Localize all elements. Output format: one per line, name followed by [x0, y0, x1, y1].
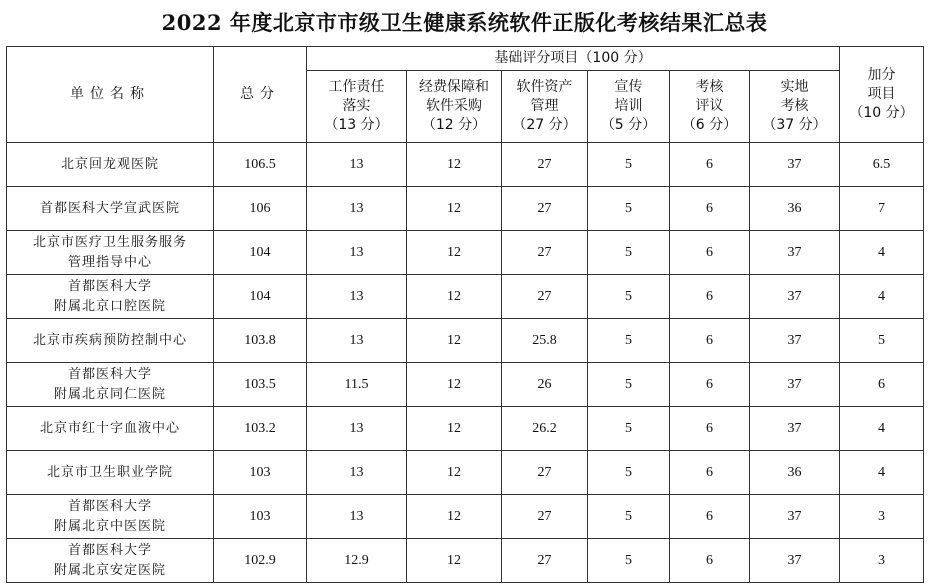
table-row	[7, 407, 924, 451]
score-cell: 5	[588, 187, 670, 231]
score-cell: 11.5	[307, 363, 407, 407]
score-cell: 12	[407, 143, 502, 187]
score-cell: 13	[307, 143, 407, 187]
bonus-score: 6	[840, 363, 924, 407]
score-cell: 13	[307, 407, 407, 451]
score-cell: 12	[407, 363, 502, 407]
unit-name: 北京市医疗卫生服务服务 管理指导中心	[7, 231, 214, 275]
score-cell: 6	[670, 143, 750, 187]
score-cell: 12	[407, 231, 502, 275]
score-cell: 27	[502, 539, 588, 583]
score-cell: 37	[750, 363, 840, 407]
score-cell: 27	[502, 495, 588, 539]
total-score: 103.2	[214, 407, 307, 451]
score-cell: 12	[407, 275, 502, 319]
score-cell: 12	[407, 407, 502, 451]
score-cell: 6	[670, 407, 750, 451]
score-cell: 6	[670, 187, 750, 231]
total-score: 104	[214, 275, 307, 319]
score-cell: 13	[307, 319, 407, 363]
table-row	[7, 275, 924, 319]
table-row	[7, 187, 924, 231]
score-cell: 6	[670, 319, 750, 363]
bonus-score: 3	[840, 539, 924, 583]
score-cell: 5	[588, 495, 670, 539]
score-cell: 13	[307, 495, 407, 539]
score-cell: 12	[407, 187, 502, 231]
header-sub-onsite: 实地 考核 （37 分）	[750, 71, 840, 143]
score-cell: 37	[750, 319, 840, 363]
score-cell: 12	[407, 319, 502, 363]
score-cell: 5	[588, 539, 670, 583]
table-row	[7, 451, 924, 495]
score-cell: 6	[670, 539, 750, 583]
total-score: 106.5	[214, 143, 307, 187]
score-cell: 37	[750, 275, 840, 319]
header-sub-asset: 软件资产 管理 （27 分）	[502, 71, 588, 143]
unit-name: 首都医科大学 附属北京安定医院	[7, 539, 214, 583]
score-cell: 5	[588, 231, 670, 275]
header-sub-funding: 经费保障和 软件采购 （12 分）	[407, 71, 502, 143]
unit-name: 首都医科大学宣武医院	[7, 187, 214, 231]
score-cell: 12	[407, 451, 502, 495]
bonus-score: 4	[840, 451, 924, 495]
table-row	[7, 363, 924, 407]
header-sub-responsibility: 工作责任 落实 （13 分）	[307, 71, 407, 143]
unit-name: 首都医科大学 附属北京中医医院	[7, 495, 214, 539]
unit-name: 北京市卫生职业学院	[7, 451, 214, 495]
unit-name: 北京市红十字血液中心	[7, 407, 214, 451]
total-score: 102.9	[214, 539, 307, 583]
header-unit: 单位名称	[7, 47, 214, 143]
score-cell: 6	[670, 275, 750, 319]
score-cell: 13	[307, 275, 407, 319]
score-cell: 27	[502, 231, 588, 275]
score-cell: 27	[502, 187, 588, 231]
score-cell: 5	[588, 319, 670, 363]
score-cell: 5	[588, 143, 670, 187]
total-score: 104	[214, 231, 307, 275]
score-cell: 6	[670, 231, 750, 275]
unit-name: 首都医科大学 附属北京同仁医院	[7, 363, 214, 407]
score-cell: 5	[588, 275, 670, 319]
score-cell: 37	[750, 231, 840, 275]
bonus-score: 3	[840, 495, 924, 539]
score-cell: 13	[307, 231, 407, 275]
unit-name: 北京回龙观医院	[7, 143, 214, 187]
score-cell: 13	[307, 451, 407, 495]
table-row	[7, 319, 924, 363]
score-cell: 6	[670, 495, 750, 539]
bonus-score: 4	[840, 231, 924, 275]
bonus-score: 5	[840, 319, 924, 363]
score-cell: 12.9	[307, 539, 407, 583]
unit-name: 北京市疾病预防控制中心	[7, 319, 214, 363]
total-score: 103.5	[214, 363, 307, 407]
score-cell: 27	[502, 143, 588, 187]
score-cell: 25.8	[502, 319, 588, 363]
total-score: 106	[214, 187, 307, 231]
score-cell: 5	[588, 451, 670, 495]
unit-name: 首都医科大学 附属北京口腔医院	[7, 275, 214, 319]
table-row	[7, 231, 924, 275]
total-score: 103.8	[214, 319, 307, 363]
table-row	[7, 539, 924, 583]
total-score: 103	[214, 495, 307, 539]
score-cell: 13	[307, 187, 407, 231]
score-cell: 26.2	[502, 407, 588, 451]
score-cell: 37	[750, 143, 840, 187]
header-basic-group: 基础评分项目（100 分）	[307, 47, 840, 71]
score-cell: 27	[502, 451, 588, 495]
table-row	[7, 495, 924, 539]
score-cell: 37	[750, 407, 840, 451]
score-cell: 36	[750, 187, 840, 231]
score-cell: 26	[502, 363, 588, 407]
bonus-score: 6.5	[840, 143, 924, 187]
score-cell: 27	[502, 275, 588, 319]
score-cell: 37	[750, 495, 840, 539]
score-cell: 36	[750, 451, 840, 495]
page-title: 2022 年度北京市市级卫生健康系统软件正版化考核结果汇总表	[161, 10, 768, 35]
header-sub-review: 考核 评议 （6 分）	[670, 71, 750, 143]
bonus-score: 4	[840, 275, 924, 319]
header-bonus: 加分 项目 （10 分）	[840, 47, 924, 143]
score-cell: 37	[750, 539, 840, 583]
header-total: 总分	[214, 47, 307, 143]
bonus-score: 7	[840, 187, 924, 231]
score-cell: 12	[407, 495, 502, 539]
table-row	[7, 143, 924, 187]
bonus-score: 4	[840, 407, 924, 451]
header-sub-training: 宣传 培训 （5 分）	[588, 71, 670, 143]
score-cell: 5	[588, 407, 670, 451]
total-score: 103	[214, 451, 307, 495]
score-cell: 6	[670, 363, 750, 407]
score-cell: 6	[670, 451, 750, 495]
results-table	[6, 46, 924, 583]
score-cell: 5	[588, 363, 670, 407]
score-cell: 12	[407, 539, 502, 583]
